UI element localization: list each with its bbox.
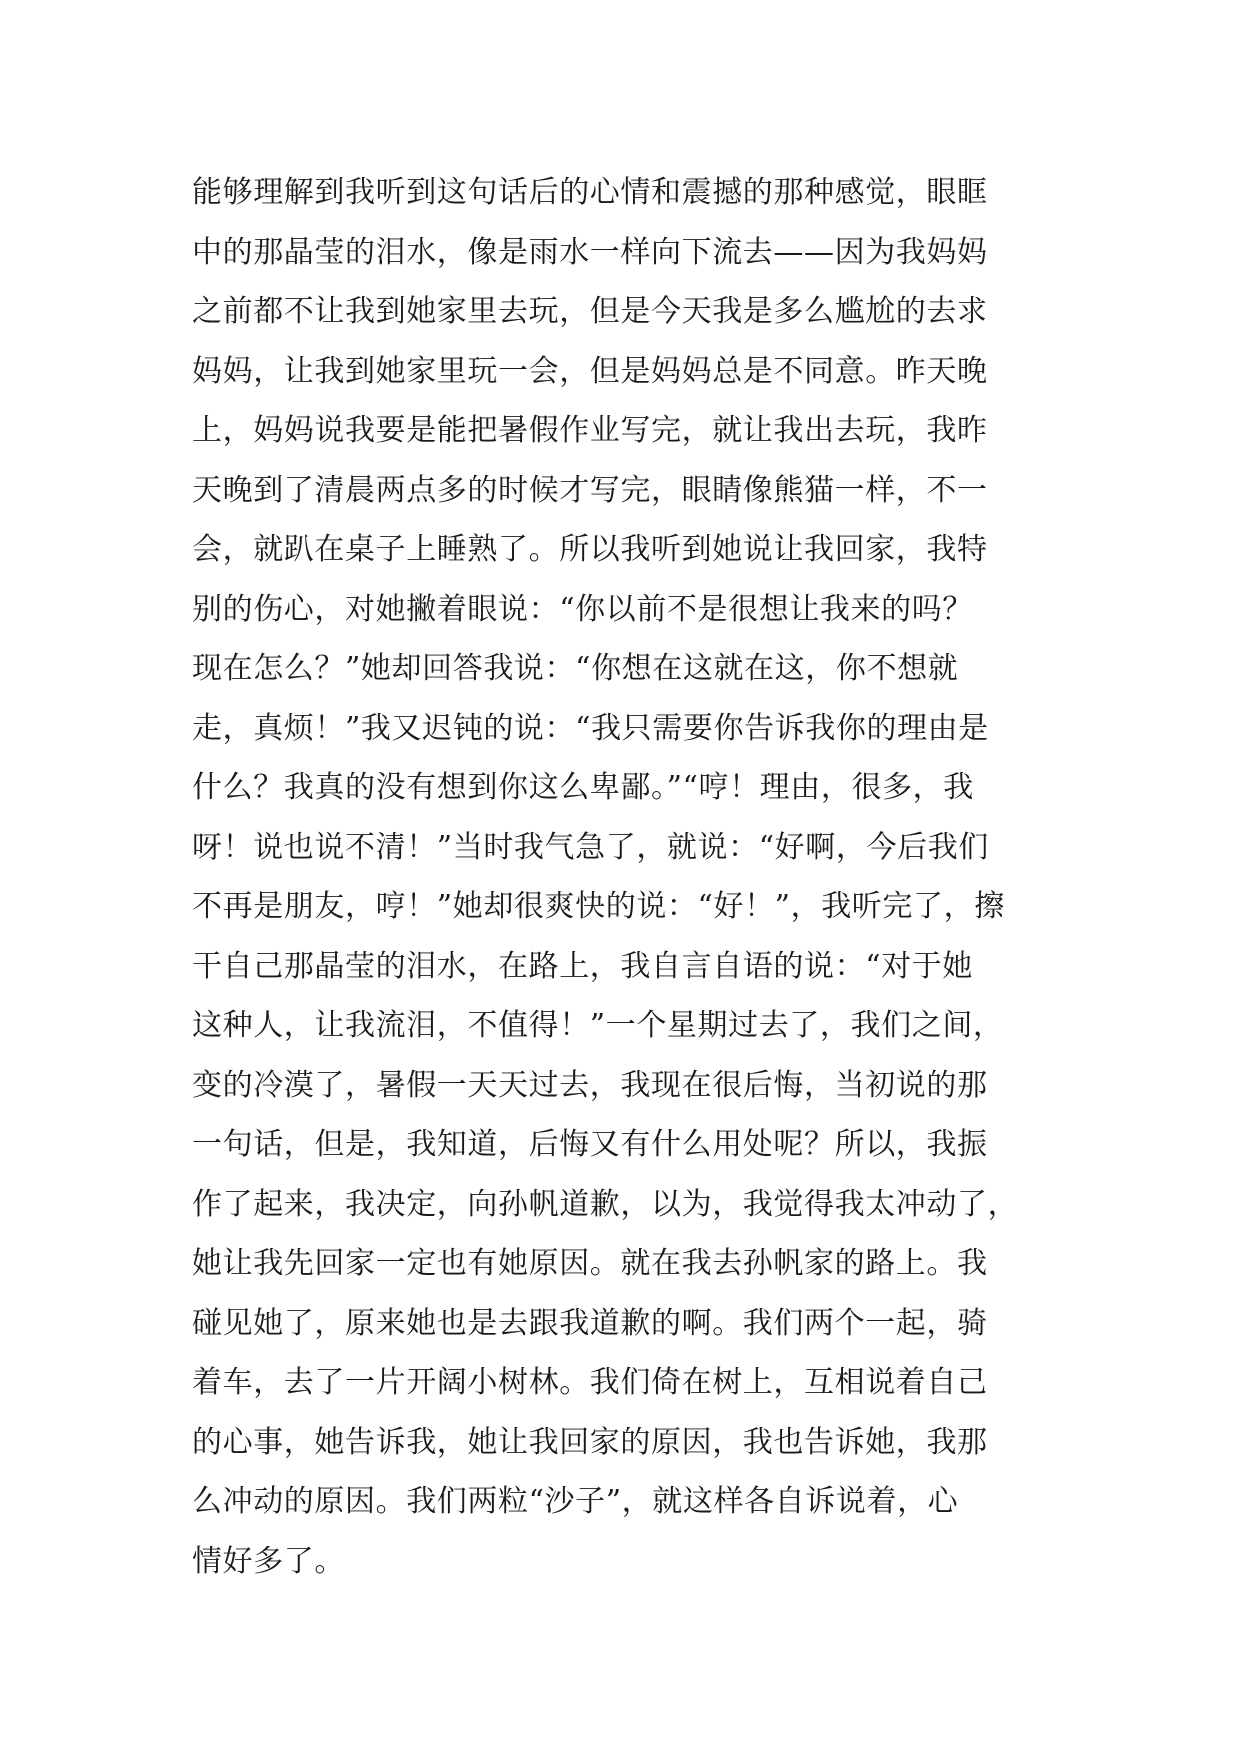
text-line: 会，就趴在桌子上睡熟了。所以我听到她说让我回家，我特 bbox=[192, 532, 988, 567]
text-line: 干自己那晶莹的泪水，在路上，我自言自语的说：“对于她 bbox=[192, 948, 973, 984]
text-line: 妈妈，让我到她家里玩一会，但是妈妈总是不同意。昨天晚 bbox=[192, 353, 988, 389]
text-line: 走，真烦！”我又迟钝的说：“我只需要你告诉我你的理由是 bbox=[192, 710, 989, 746]
text-line: 一句话，但是，我知道，后悔又有什么用处呢？所以，我振 bbox=[192, 1127, 988, 1162]
text-line: 么冲动的原因。我们两粒“沙子”，就这样各自诉说着，心 bbox=[192, 1484, 959, 1519]
text-line: 之前都不让我到她家里去玩，但是今天我是多么尴尬的去求 bbox=[192, 294, 988, 329]
text-line: 天晚到了清晨两点多的时候才写完，眼睛像熊猫一样，不一 bbox=[192, 472, 988, 508]
text-line: 上，妈妈说我要是能把暑假作业写完，就让我出去玩，我昨 bbox=[192, 413, 988, 448]
text-line: 呀！说也说不清！”当时我气急了，就说：“好啊，今后我们 bbox=[192, 829, 989, 865]
text-line: 什么？我真的没有想到你这么卑鄙。”“哼！理由，很多，我 bbox=[192, 770, 974, 805]
text-line: 现在怎么？”她却回答我说：“你想在这就在这，你不想就 bbox=[192, 651, 959, 686]
text-line: 作了起来，我决定，向孙帆道歉，以为，我觉得我太冲动了， bbox=[192, 1186, 1019, 1222]
text-line: 这种人，让我流泪，不值得！”一个星期过去了，我们之间， bbox=[192, 1008, 1004, 1043]
text-line: 碰见她了，原来她也是去跟我道歉的啊。我们两个一起，骑 bbox=[192, 1305, 988, 1341]
text-line: 能够理解到我听到这句话后的心情和震撼的那种感觉，眼眶 bbox=[192, 175, 988, 210]
text-line: 着车，去了一片开阔小树林。我们倚在树上，互相说着自己 bbox=[192, 1365, 988, 1400]
text-line: 她让我先回家一定也有她原因。就在我去孙帆家的路上。我 bbox=[192, 1246, 988, 1281]
essay-paragraph bbox=[192, 163, 1072, 1591]
text-line: 变的冷漠了，暑假一天天过去，我现在很后悔，当初说的那 bbox=[192, 1067, 988, 1103]
text-line: 情好多了。 bbox=[192, 1543, 345, 1579]
text-line: 不再是朋友，哼！”她却很爽快的说：“好！”，我听完了，擦 bbox=[192, 889, 1005, 924]
text-line: 的心事，她告诉我，她让我回家的原因，我也告诉她，我那 bbox=[192, 1424, 988, 1460]
text-line: 中的那晶莹的泪水，像是雨水一样向下流去——因为我妈妈 bbox=[192, 234, 988, 270]
text-line: 别的伤心，对她撇着眼说：“你以前不是很想让我来的吗？ bbox=[192, 591, 973, 627]
